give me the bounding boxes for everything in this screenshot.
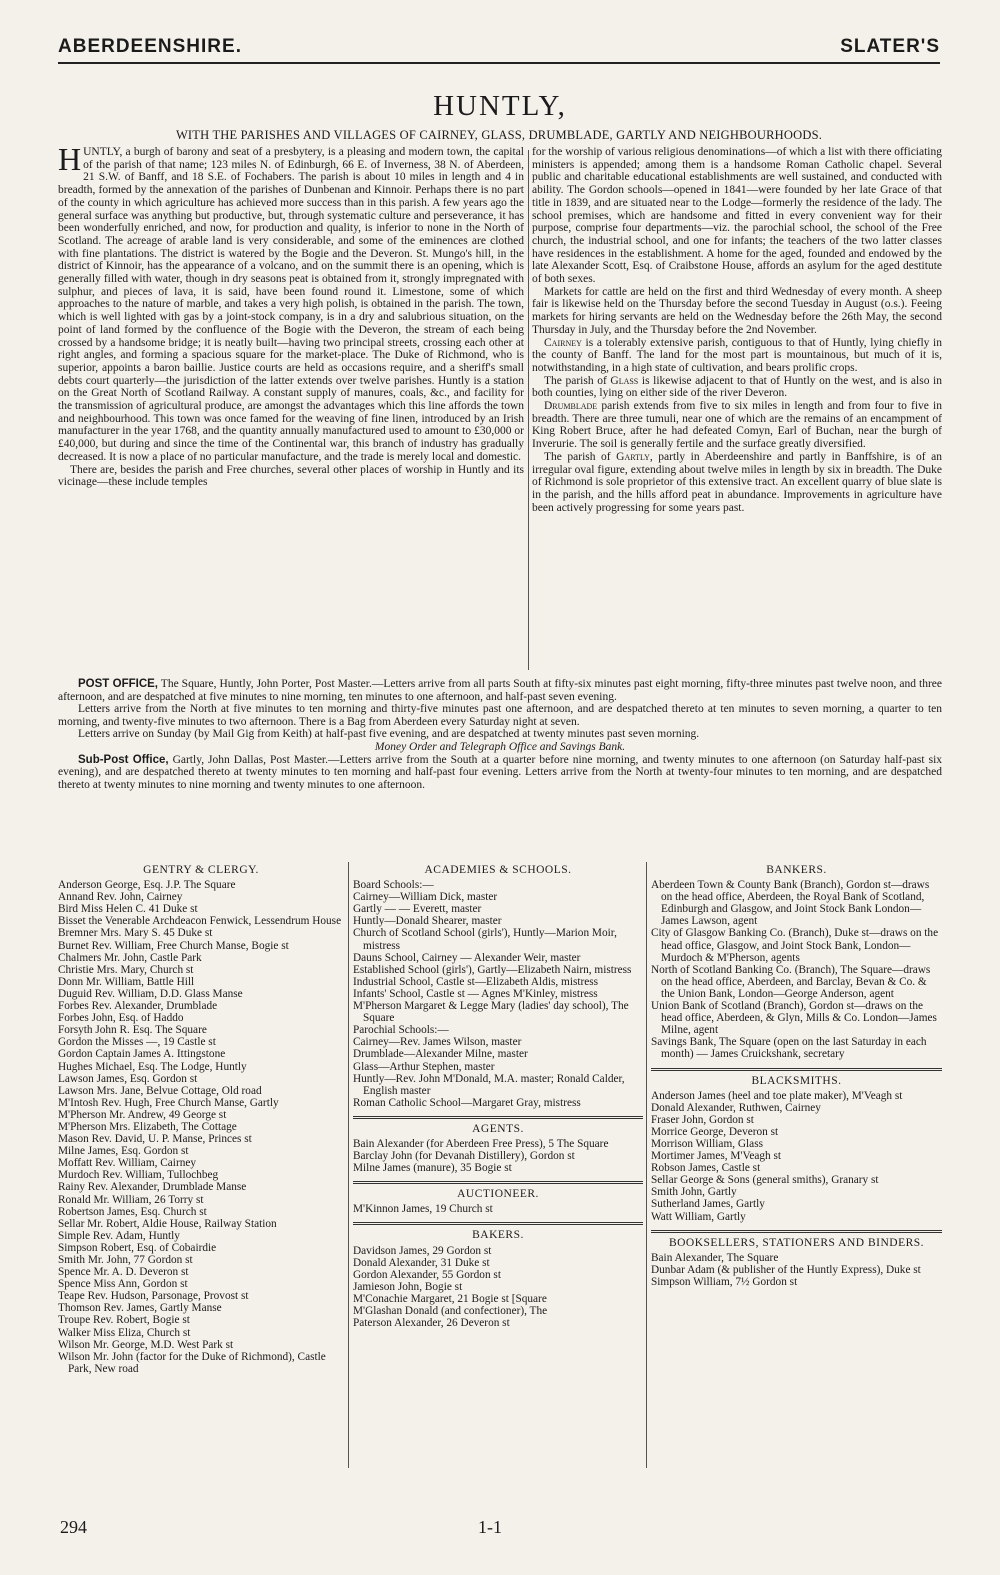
intro-right-column [532, 146, 942, 672]
printer-signature: 1-1 [478, 1517, 502, 1537]
directory-entry: Hughes Michael, Esq. The Lodge, Huntly [58, 1060, 247, 1073]
parish-name: Gartly [616, 450, 650, 463]
directory-entry: North of Scotland Banking Co. (Branch), The Square—draws on the head office, Aberdeen, and Barclay, Bevan & Co. & the Union Bank, London—George Anderson, agent [651, 963, 931, 1000]
directory-entry: Infants' School, Castle st — Agnes M'Kinley, mistress [353, 987, 598, 1000]
booksellers-list [651, 1252, 942, 1288]
post-office-text: The Square, Huntly, John Porter, Post Master.—Letters arrive from all parts South at fifty-six minutes past eight morning, fifty-three minutes past twelve noon, and three afternoon, and are despatched at five minutes to nine morning, ten minutes to one afternoon, and half-past seven evening. [58, 678, 942, 703]
directory-entry: Drumblade—Alexander Milne, master [353, 1048, 528, 1061]
directory-entry: Sellar George & Sons (general smiths), Granary st [651, 1174, 879, 1187]
sub-post-office-paragraph [58, 754, 942, 792]
directory-entry: Sellar Mr. Robert, Aldie House, Railway Station [58, 1217, 277, 1230]
directory-entry: Bain Alexander, The Square [651, 1251, 779, 1264]
directory-entry: M'Conachie Margaret, 21 Bogie st [Square [353, 1292, 547, 1305]
section-heading: ACADEMIES & SCHOOLS. [424, 864, 572, 876]
intro-text: parish extends from five to six miles in length and from four to five in breadth. There are three tumuli, near one of which are the remains of an encampment of King Robert Bruce, after he had defeated Comyn, Earl of Buchan, near the burgh of Inverurie. The soil is generally fertile and the surface greatly diversified. [532, 400, 942, 451]
intro-text: The parish of [544, 450, 617, 463]
directory-entry: Roman Catholic School—Margaret Gray, mistress [353, 1096, 581, 1109]
directory-entry: Donald Alexander, Ruthwen, Cairney [651, 1101, 821, 1114]
post-office-paragraph [58, 678, 942, 703]
parish-name: Drumblade [544, 400, 598, 413]
section-heading: AUCTIONEER. [457, 1188, 539, 1201]
directory-entry: Cairney—Rev. James Wilson, master [353, 1036, 522, 1049]
directory-entry: Milne James (manure), 35 Bogie st [353, 1162, 512, 1175]
intro-paragraph [532, 400, 942, 451]
page-title: HUNTLY, [433, 90, 567, 122]
gentry-clergy-column [58, 862, 344, 1472]
section-rule [353, 1109, 643, 1119]
section-heading: BAKERS. [472, 1229, 524, 1242]
directory-entry: M'Glashan Donald (and confectioner), The [353, 1305, 548, 1317]
directory-entry: Forsyth John R. Esq. The Square [58, 1024, 207, 1037]
parish-name: Glass [610, 374, 639, 387]
directory-entry: Huntly—Rev. John M'Donald, M.A. master; Ronald Calder, English master [353, 1072, 625, 1097]
schools-agents-bakers-column [353, 862, 643, 1472]
directory-entry: Thomson Rev. James, Gartly Manse [58, 1302, 222, 1315]
directory-entry: Moffatt Rev. William, Cairney [58, 1157, 197, 1170]
directory-entry: Milne James, Esq. Gordon st [58, 1145, 189, 1158]
post-office-paragraph: Letters arrive from the North at five minutes to ten morning and thirty-five minutes past one afternoon, and are despatched thereto at ten minutes to seven morning, a quarter to ten morning, and twenty-five minutes to two afternoon. There is a Bag from Aberdeen every Saturday night at seven. [58, 703, 942, 728]
intro-paragraph [532, 337, 942, 375]
column-divider [528, 150, 529, 670]
directory-entry: Burnet Rev. William, Free Church Manse, Bogie st [58, 939, 289, 952]
directory-entry: Bird Miss Helen C. 41 Duke st [58, 903, 198, 916]
county-name: ABERDEENSHIRE. [58, 36, 242, 57]
directory-entry: Troupe Rev. Robert, Bogie st [58, 1314, 190, 1327]
column-divider [348, 862, 349, 1468]
sub-post-office-text: Gartly, John Dallas, Post Master.—Letters arrive from the South at a quarter before nine morning, and twenty minutes to one afternoon (on Saturday half-past six evening), and are despatched thereto at twenty minutes to ten morning and half-past four evening. Letters arrive from the North at twenty-four minutes to ten morning, and are despatched thereto at twenty minutes to nine morning and twenty minutes to one afternoon. [58, 753, 942, 791]
intro-paragraph [58, 146, 524, 464]
directory-entry: Morrison William, Glass [651, 1137, 763, 1150]
directory-entry: Donald Alexander, 31 Duke st [353, 1256, 490, 1269]
directory-entry: Parochial Schools:— [353, 1024, 449, 1037]
post-office-heading: POST OFFICE, [78, 678, 158, 690]
section-heading: BLACKSMITHS. [751, 1074, 842, 1087]
directory-entry: Duguid Rev. William, D.D. Glass Manse [58, 987, 243, 1000]
page-number: 294 [60, 1517, 87, 1537]
bankers-blacksmiths-booksellers-column [651, 862, 942, 1472]
blacksmiths-list [651, 1090, 942, 1223]
section-rule [353, 1215, 643, 1225]
publisher-name: SLATER'S [840, 36, 940, 57]
directory-entry: Cairney—William Dick, master [353, 891, 498, 904]
intro-paragraph: There are, besides the parish and Free churches, several other places of worship in Huntly and its vicinage—these include temples [58, 463, 524, 489]
directory-entry: M'Pherson Mr. Andrew, 49 George st [58, 1108, 227, 1121]
directory-entry: Paterson Alexander, 26 Deveron st [353, 1317, 510, 1330]
directory-entry: M'Pherson Margaret & Legge Mary (ladies' day school), The Square [353, 1000, 629, 1025]
directory-entry: Fraser John, Gordon st [651, 1113, 754, 1126]
intro-text: , partly in Aberdeenshire and partly in Banffshire, is of an irregular oval figure, extending about twelve miles in length by six in breadth. The Duke of Richmond is sole proprietor of this extensive tract. An excellent quarry of blue slate is in the parish, and the hills afford peat in abundance. Improvements in agriculture have been actively progressing for some years past. [532, 450, 942, 514]
directory-entry: Spence Miss Ann, Gordon st [58, 1278, 188, 1291]
directory-entry: Gordon the Misses —, 19 Castle st [58, 1036, 216, 1049]
intro-paragraph [532, 451, 942, 515]
intro-text: UNTLY, a burgh of barony and seat of a presbytery, is a pleasing and modern town, the capital of the parish of that name; 123 miles N. of Edinburgh, 66 E. of Inverness, 38 N. of Aberdeen, 21 S.W. of Banff, and 18 S.E. of Fochabers. The parish is about 10 miles in length and 4 in breadth, formed by the annexation of the parishes of Dunbenan and Kinnoir. Perhaps there is no part of the county in which agriculture has achieved more success than in this parish. A few years ago the general surface was anything but productive, but, through systematic culture and perseverance, it has been wonderfully enriched, and now, for production and quality, is inferior to none in the North of Scotland. The acreage of arable land is very considerable, and some of the eminences are clothed with fine plantations. The district is watered by the Bogie and the Deveron. St. Mungo's hill, in the district of Kinnoir, has the appearance of a volcano, and on the summit there is an opening, which is generally filled with water, though in dry seasons peat is obtained from it, strongly impregnated with sulphur, and pieces of lava, it is said, have been found round it. Limestone, some of which approaches to the nature of marble, and takes a very high polish, is obtained in the parish. The town, which is well lighted with gas by a joint-stock company, is in a dry and salubrious situation, on the point of land formed by the confluence of the Bogie with the Deveron, the stream of each being crossed by a handsome bridge; it is neatly built—having two principal streets, crossing each other at right angles, and forming a spacious square for the market-place. The Duke of Richmond, who is superior, appoints a baron baillie. Justice courts are held as occasions require, and a sheriff's small debts court quarterly—the jurisdiction of the latter extends over twelve parishes. Huntly is a station on the Great North of Scotland Railway. A constant supply of manures, coals, &c., and facility for the transmission of agricultural produce, are amongst the advantages which this line affords the town and neighbourhood. This town was once famed for the weaving of fine linen, introduced by an Irish manufacturer in the year 1768, and the quantity annually manufactured used to amount to £30,000 or £40,000, but during and since the time of the Continental war, this branch of industry has gradually decreased. It is now a place of no particular manufacture, and the trade is merely local and domestic. [58, 146, 524, 463]
directory-entry: Wilson Mr. George, M.D. West Park st [58, 1338, 234, 1351]
intro-text: The parish of [544, 374, 611, 387]
directory-entry: Walker Miss Eliza, Church st [58, 1326, 191, 1339]
gentry-list [58, 879, 344, 1375]
directory-entry: Simpson William, 7½ Gordon st [651, 1275, 798, 1288]
directory-entry: Glass—Arthur Stephen, master [353, 1060, 495, 1073]
bankers-list [651, 879, 942, 1060]
directory-entry: Gartly — — Everett, master [353, 903, 482, 916]
directory-entry: Forbes John, Esq. of Haddo [58, 1012, 184, 1025]
directory-entry: Anderson James (heel and toe plate maker), M'Veagh st [651, 1089, 903, 1102]
parish-name: Cairney [544, 336, 582, 349]
directory-entry: Union Bank of Scotland (Branch), Gordon st—draws on the head office, Aberdeen, & Glyn, Mills & Co. London—James Milne, agent [651, 1000, 937, 1037]
intro-paragraph: Markets for cattle are held on the first and third Wednesday of every month. A sheep fair is likewise held on the Thursday before the second Tuesday in August (o.s.). Feeing markets for hiring servants are held on the Wednesday before the 26th May, the second Thursday in July, and the Thursday before the 2nd November. [532, 285, 942, 336]
directory-entry: Aberdeen Town & County Bank (Branch), Gordon st—draws on the head office, Aberdeen, the Royal Bank of Scotland, Edinburgh and Glasgow, and Joint Stock Bank London—James Lawson, agent [651, 879, 930, 928]
intro-paragraph: for the worship of various religious denominations—of which a list with there officiating ministers is appended; among them is a handsome Roman Catholic chapel. Several public and charitable educational establishments are well sustained, and conducted with ability. The Gordon schools—opened in 1841—were founded by her late Grace of that title in 1839, and are situated near to the Lodge—formerly the residence of the lady. The school premises, which are handsome and fitted in every convenient way for their purpose, comprise four departments—viz. the parochial school, the school of the Free church, the industrial school, and one for infants; the teachers of the two latter classes have residences in the establishment. A home for the aged, founded and endowed by the late Alexander Scott, Esq. of Craibstone House, affords an asylum for the aged destitute of both sexes. [532, 146, 942, 286]
directory-entry: Smith John, Gartly [651, 1186, 737, 1199]
sub-post-office-heading: Sub-Post Office, [78, 753, 169, 766]
directory-entry: Spence Mr. A. D. Deveron st [58, 1266, 189, 1279]
auctioneer-list [353, 1203, 643, 1215]
directory-entry: Established School (girls'), Gartly—Elizabeth Nairn, mistress [353, 963, 632, 976]
directory-entry: M'Intosh Rev. Hugh, Free Church Manse, Gartly [58, 1096, 279, 1109]
bakers-list [353, 1245, 643, 1330]
directory-entry: Annand Rev. John, Cairney [58, 891, 183, 904]
directory-entry: Anderson George, Esq. J.P. The Square [58, 879, 236, 892]
directory-entry: Bain Alexander (for Aberdeen Free Press), 5 The Square [353, 1137, 609, 1150]
page-subtitle: WITH THE PARISHES AND VILLAGES OF CAIRNEY, GLASS, DRUMBLADE, GARTLY AND NEIGHBOURHOODS. [175, 128, 823, 142]
directory-entry: Chalmers Mr. John, Castle Park [58, 951, 202, 964]
intro-text: is likewise adjacent to that of Huntly on the west, and is also in both counties, lying on either side of the river Deveron. [532, 374, 942, 400]
directory-entry: Mortimer James, M'Veagh st [651, 1150, 782, 1163]
directory-entry: Morrice George, Deveron st [651, 1125, 779, 1138]
section-heading: GENTRY & CLERGY. [143, 864, 259, 876]
directory-entry: Board Schools:— [353, 879, 434, 892]
running-header [58, 36, 940, 64]
intro-text: is a tolerably extensive parish, contiguous to that of Huntly, lying chiefly in the county of Banff. The land for the most part is mountainous, but much of it is, notwithstanding, in a high state of cultivation, and bears prolific crops. [532, 336, 942, 374]
directory-entry: Dunbar Adam (& publisher of the Huntly Express), Duke st [651, 1263, 921, 1276]
directory-entry: Murdoch Rev. William, Tullochbeg [58, 1169, 219, 1182]
directory-entry: Ronald Mr. William, 26 Torry st [58, 1193, 204, 1206]
directory-entry: Watt William, Gartly [651, 1210, 746, 1223]
directory-entry: Church of Scotland School (girls'), Huntly—Marion Moir, mistress [353, 927, 617, 952]
post-office-paragraph: Letters arrive on Sunday (by Mail Gig from Keith) at half-past five evening, and are despatched at twenty minutes past seven morning. [78, 728, 700, 741]
directory-entry: M'Kinnon James, 19 Church st [353, 1203, 493, 1216]
directory-entry: City of Glasgow Banking Co. (Branch), Duke st—draws on the head office, Glasgow, and Joint Stock Bank, London—Murdoch & M'Pherson, agents [651, 927, 939, 964]
directory-entry: Donn Mr. William, Battle Hill [58, 975, 195, 988]
directory-entry: Barclay John (for Devanah Distillery), Gordon st [353, 1150, 575, 1163]
directory-entry: Lawson Mrs. Jane, Belvue Cottage, Old road [58, 1084, 262, 1097]
drop-cap: H [58, 146, 82, 177]
agents-list [353, 1138, 643, 1174]
directory-entry: Gordon Captain James A. Ittingstone [58, 1048, 226, 1061]
intro-paragraph [532, 375, 942, 400]
intro-left-column [58, 146, 524, 672]
section-heading: AGENTS. [472, 1122, 524, 1135]
section-rule [651, 1061, 942, 1071]
directory-entry: Huntly—Donald Shearer, master [353, 915, 502, 928]
directory-entry: Simple Rev. Adam, Huntly [58, 1229, 180, 1242]
directory-entry: Sutherland James, Gartly [651, 1198, 765, 1211]
section-heading: BOOKSELLERS, STATIONERS AND BINDERS. [668, 1236, 925, 1249]
directory-entry: Teape Rev. Hudson, Parsonage, Provost st [58, 1290, 249, 1303]
academies-list [353, 879, 643, 1109]
directory-entry: Jamieson John, Bogie st [353, 1280, 463, 1293]
directory-entry: Dauns School, Cairney — Alexander Weir, master [353, 951, 581, 964]
directory-entry: Rainy Rev. Alexander, Drumblade Manse [58, 1181, 247, 1194]
directory-entry: Robertson James, Esq. Church st [58, 1205, 207, 1218]
directory-entry: Davidson James, 29 Gordon st [353, 1244, 492, 1257]
directory-entry: Christie Mrs. Mary, Church st [58, 963, 194, 976]
directory-entry: Mason Rev. David, U. P. Manse, Princes st [58, 1133, 252, 1146]
directory-entry: Forbes Rev. Alexander, Drumblade [58, 1000, 218, 1013]
section-rule [651, 1223, 942, 1233]
directory-entry: Bisset the Venerable Archdeacon Fenwick, Lessendrum House [58, 915, 342, 928]
directory-entry: M'Pherson Mrs. Elizabeth, The Cottage [58, 1120, 237, 1133]
money-order-note: Money Order and Telegraph Office and Savings Bank. [374, 740, 626, 753]
directory-entry: Industrial School, Castle st—Elizabeth Aldis, mistress [353, 975, 599, 988]
section-heading: BANKERS. [766, 864, 827, 876]
column-divider [646, 862, 647, 1468]
section-rule [353, 1174, 643, 1184]
directory-entry: Bremner Mrs. Mary S. 45 Duke st [58, 927, 213, 940]
directory-entry: Robson James, Castle st [651, 1162, 761, 1175]
directory-entry: Simpson Robert, Esq. of Cobairdie [58, 1241, 217, 1254]
directory-entry: Wilson Mr. John (factor for the Duke of Richmond), Castle Park, New road [58, 1350, 326, 1375]
directory-entry: Savings Bank, The Square (open on the last Saturday in each month) — James Cruickshank, secretary [651, 1036, 927, 1061]
directory-entry: Lawson James, Esq. Gordon st [58, 1072, 198, 1085]
directory-entry: Smith Mr. John, 77 Gordon st [58, 1254, 193, 1266]
directory-entry: Gordon Alexander, 55 Gordon st [353, 1268, 501, 1281]
post-office-section [58, 678, 942, 848]
